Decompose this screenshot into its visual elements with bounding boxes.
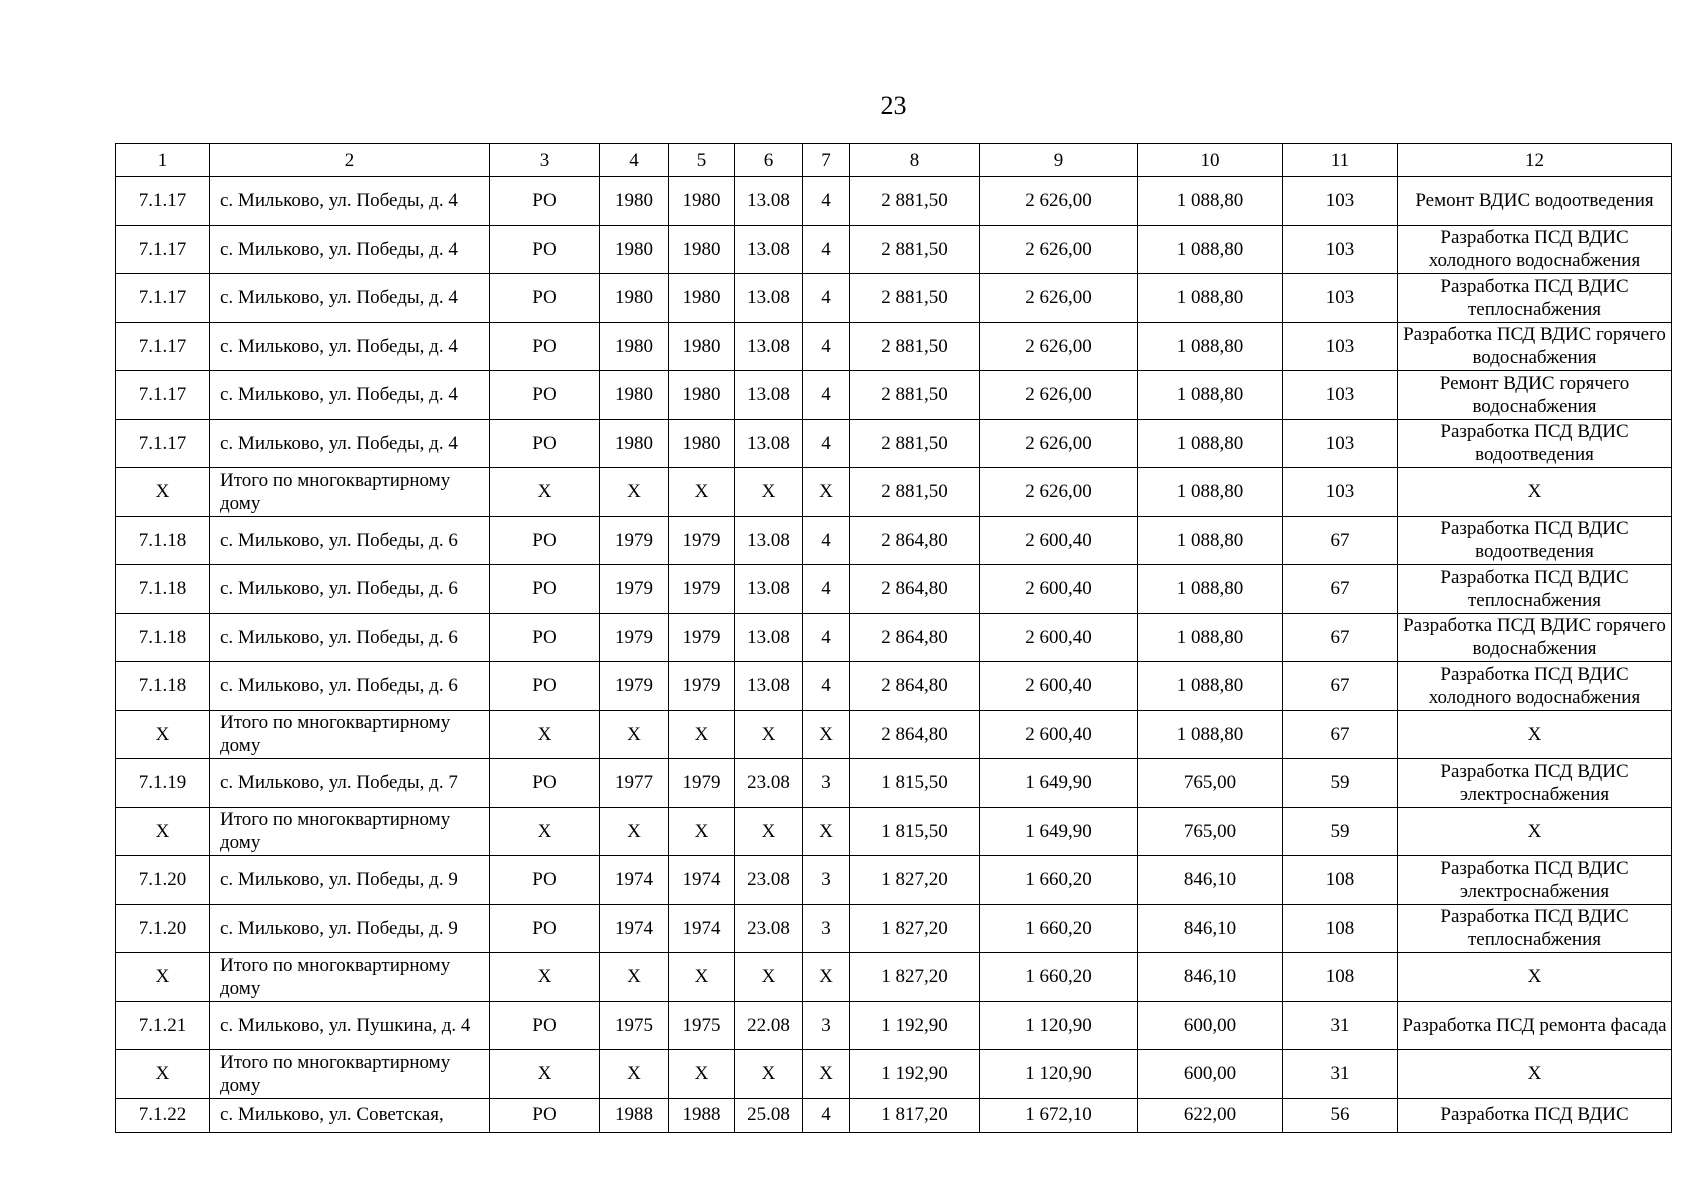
common-area-cell: 846,10 <box>1138 856 1283 905</box>
table-row <box>116 322 1672 371</box>
residential-area-cell: 1 649,90 <box>980 807 1138 856</box>
address-cell: с. Мильково, ул. Победы, д. 7 <box>210 759 490 808</box>
table-row <box>116 856 1672 905</box>
wall-material-cell: 22.08 <box>735 1001 803 1050</box>
build-year-cell: 1974 <box>600 856 669 905</box>
table-row <box>116 225 1672 274</box>
ownership-type-cell: РО <box>490 177 600 226</box>
resident-count-cell: 67 <box>1283 565 1398 614</box>
address-cell: с. Мильково, ул. Победы, д. 4 <box>210 225 490 274</box>
item-number-cell: Х <box>116 807 210 856</box>
resident-count-cell: 103 <box>1283 177 1398 226</box>
total-row <box>116 1050 1672 1099</box>
column-number-cell: 7 <box>803 144 850 177</box>
table-row <box>116 904 1672 953</box>
residential-area-cell: 2 626,00 <box>980 177 1138 226</box>
residential-area-cell: 2 626,00 <box>980 225 1138 274</box>
ownership-type-cell: Х <box>490 807 600 856</box>
common-area-cell: 1 088,80 <box>1138 710 1283 759</box>
floor-count-cell: 4 <box>803 516 850 565</box>
ownership-type-cell: РО <box>490 662 600 711</box>
resident-count-cell: 108 <box>1283 953 1398 1002</box>
item-number-cell: Х <box>116 468 210 517</box>
resident-count-cell: 67 <box>1283 662 1398 711</box>
total-area-cell: 2 864,80 <box>850 662 980 711</box>
commission-year-cell: 1980 <box>669 322 735 371</box>
address-cell: Итого по многоквартирному дому <box>210 807 490 856</box>
ownership-type-cell: Х <box>490 710 600 759</box>
item-number-cell: 7.1.17 <box>116 371 210 420</box>
work-type-cell: Разработка ПСД ремонта фасада <box>1398 1001 1672 1050</box>
table-row <box>116 419 1672 468</box>
resident-count-cell: 31 <box>1283 1001 1398 1050</box>
column-number-cell: 2 <box>210 144 490 177</box>
build-year-cell: Х <box>600 807 669 856</box>
commission-year-cell: 1974 <box>669 856 735 905</box>
address-cell: с. Мильково, ул. Победы, д. 6 <box>210 613 490 662</box>
total-area-cell: 1 817,20 <box>850 1098 980 1132</box>
item-number-cell: 7.1.17 <box>116 225 210 274</box>
resident-count-cell: 67 <box>1283 613 1398 662</box>
column-number-cell: 1 <box>116 144 210 177</box>
item-number-cell: 7.1.17 <box>116 419 210 468</box>
ownership-type-cell: Х <box>490 953 600 1002</box>
ownership-type-cell: РО <box>490 322 600 371</box>
item-number-cell: Х <box>116 710 210 759</box>
wall-material-cell: Х <box>735 468 803 517</box>
commission-year-cell: Х <box>669 953 735 1002</box>
floor-count-cell: 3 <box>803 759 850 808</box>
wall-material-cell: 13.08 <box>735 516 803 565</box>
address-cell: с. Мильково, ул. Победы, д. 9 <box>210 856 490 905</box>
commission-year-cell: Х <box>669 468 735 517</box>
residential-area-cell: 2 626,00 <box>980 419 1138 468</box>
build-year-cell: 1974 <box>600 904 669 953</box>
build-year-cell: 1988 <box>600 1098 669 1132</box>
floor-count-cell: 4 <box>803 565 850 614</box>
common-area-cell: 1 088,80 <box>1138 565 1283 614</box>
commission-year-cell: 1988 <box>669 1098 735 1132</box>
floor-count-cell: 4 <box>803 225 850 274</box>
address-cell: с. Мильково, ул. Победы, д. 4 <box>210 274 490 323</box>
work-type-cell: Разработка ПСД ВДИС теплоснабжения <box>1398 274 1672 323</box>
residential-area-cell: 1 120,90 <box>980 1001 1138 1050</box>
resident-count-cell: 59 <box>1283 759 1398 808</box>
total-area-cell: 2 881,50 <box>850 371 980 420</box>
floor-count-cell: 3 <box>803 856 850 905</box>
column-number-cell: 9 <box>980 144 1138 177</box>
total-area-cell: 2 864,80 <box>850 565 980 614</box>
total-area-cell: 2 881,50 <box>850 322 980 371</box>
resident-count-cell: 103 <box>1283 371 1398 420</box>
table-row <box>116 371 1672 420</box>
work-type-cell: Разработка ПСД ВДИС холодного водоснабжения <box>1398 662 1672 711</box>
residential-area-cell: 2 626,00 <box>980 468 1138 517</box>
total-row <box>116 807 1672 856</box>
column-number-cell: 12 <box>1398 144 1672 177</box>
common-area-cell: 1 088,80 <box>1138 516 1283 565</box>
resident-count-cell: 67 <box>1283 710 1398 759</box>
table-row <box>116 1098 1672 1132</box>
commission-year-cell: 1980 <box>669 419 735 468</box>
commission-year-cell: 1980 <box>669 225 735 274</box>
common-area-cell: 600,00 <box>1138 1050 1283 1099</box>
work-type-cell: Х <box>1398 953 1672 1002</box>
address-cell: с. Мильково, ул. Победы, д. 4 <box>210 419 490 468</box>
item-number-cell: 7.1.21 <box>116 1001 210 1050</box>
wall-material-cell: 23.08 <box>735 856 803 905</box>
floor-count-cell: 3 <box>803 904 850 953</box>
column-number-cell: 4 <box>600 144 669 177</box>
common-area-cell: 765,00 <box>1138 759 1283 808</box>
build-year-cell: 1980 <box>600 371 669 420</box>
item-number-cell: 7.1.22 <box>116 1098 210 1132</box>
commission-year-cell: 1979 <box>669 565 735 614</box>
work-type-cell: Х <box>1398 468 1672 517</box>
wall-material-cell: 13.08 <box>735 322 803 371</box>
commission-year-cell: 1980 <box>669 177 735 226</box>
address-cell: Итого по многоквартирному дому <box>210 953 490 1002</box>
common-area-cell: 1 088,80 <box>1138 371 1283 420</box>
ownership-type-cell: РО <box>490 1098 600 1132</box>
ownership-type-cell: РО <box>490 419 600 468</box>
resident-count-cell: 108 <box>1283 856 1398 905</box>
total-area-cell: 1 192,90 <box>850 1050 980 1099</box>
build-year-cell: 1977 <box>600 759 669 808</box>
total-area-cell: 2 864,80 <box>850 710 980 759</box>
wall-material-cell: 13.08 <box>735 613 803 662</box>
build-year-cell: 1980 <box>600 322 669 371</box>
work-type-cell: Разработка ПСД ВДИС <box>1398 1098 1672 1132</box>
item-number-cell: 7.1.17 <box>116 274 210 323</box>
residential-area-cell: 2 626,00 <box>980 274 1138 323</box>
item-number-cell: 7.1.18 <box>116 565 210 614</box>
floor-count-cell: 4 <box>803 322 850 371</box>
work-type-cell: Х <box>1398 1050 1672 1099</box>
table-row <box>116 516 1672 565</box>
residential-area-cell: 1 660,20 <box>980 856 1138 905</box>
build-year-cell: Х <box>600 1050 669 1099</box>
wall-material-cell: 13.08 <box>735 565 803 614</box>
work-type-cell: Разработка ПСД ВДИС теплоснабжения <box>1398 904 1672 953</box>
address-cell: Итого по многоквартирному дому <box>210 710 490 759</box>
item-number-cell: Х <box>116 953 210 1002</box>
column-number-cell: 3 <box>490 144 600 177</box>
resident-count-cell: 103 <box>1283 274 1398 323</box>
total-row <box>116 953 1672 1002</box>
wall-material-cell: 13.08 <box>735 419 803 468</box>
floor-count-cell: 4 <box>803 419 850 468</box>
residential-area-cell: 2 626,00 <box>980 371 1138 420</box>
wall-material-cell: Х <box>735 953 803 1002</box>
residential-area-cell: 2 600,40 <box>980 662 1138 711</box>
common-area-cell: 1 088,80 <box>1138 468 1283 517</box>
residential-area-cell: 1 120,90 <box>980 1050 1138 1099</box>
address-cell: с. Мильково, ул. Победы, д. 6 <box>210 565 490 614</box>
table-row <box>116 613 1672 662</box>
resident-count-cell: 103 <box>1283 468 1398 517</box>
residential-area-cell: 1 672,10 <box>980 1098 1138 1132</box>
floor-count-cell: Х <box>803 953 850 1002</box>
floor-count-cell: 4 <box>803 662 850 711</box>
commission-year-cell: Х <box>669 710 735 759</box>
residential-area-cell: 2 600,40 <box>980 516 1138 565</box>
floor-count-cell: Х <box>803 807 850 856</box>
total-row <box>116 710 1672 759</box>
work-type-cell: Разработка ПСД ВДИС теплоснабжения <box>1398 565 1672 614</box>
floor-count-cell: 4 <box>803 613 850 662</box>
total-area-cell: 1 827,20 <box>850 953 980 1002</box>
floor-count-cell: 4 <box>803 274 850 323</box>
floor-count-cell: 3 <box>803 1001 850 1050</box>
total-area-cell: 1 827,20 <box>850 856 980 905</box>
column-number-cell: 8 <box>850 144 980 177</box>
common-area-cell: 846,10 <box>1138 904 1283 953</box>
table-row <box>116 662 1672 711</box>
column-number-cell: 5 <box>669 144 735 177</box>
common-area-cell: 1 088,80 <box>1138 662 1283 711</box>
address-cell: с. Мильково, ул. Победы, д. 4 <box>210 177 490 226</box>
resident-count-cell: 59 <box>1283 807 1398 856</box>
total-area-cell: 1 827,20 <box>850 904 980 953</box>
floor-count-cell: 4 <box>803 1098 850 1132</box>
floor-count-cell: Х <box>803 1050 850 1099</box>
resident-count-cell: 103 <box>1283 322 1398 371</box>
commission-year-cell: 1980 <box>669 371 735 420</box>
table-row <box>116 565 1672 614</box>
commission-year-cell: 1979 <box>669 516 735 565</box>
address-cell: с. Мильково, ул. Победы, д. 9 <box>210 904 490 953</box>
build-year-cell: 1980 <box>600 419 669 468</box>
build-year-cell: 1980 <box>600 274 669 323</box>
total-area-cell: 2 881,50 <box>850 468 980 517</box>
common-area-cell: 1 088,80 <box>1138 613 1283 662</box>
work-type-cell: Разработка ПСД ВДИС электроснабжения <box>1398 856 1672 905</box>
wall-material-cell: Х <box>735 1050 803 1099</box>
ownership-type-cell: РО <box>490 613 600 662</box>
work-type-cell: Ремонт ВДИС горячего водоснабжения <box>1398 371 1672 420</box>
floor-count-cell: 4 <box>803 371 850 420</box>
common-area-cell: 622,00 <box>1138 1098 1283 1132</box>
wall-material-cell: 13.08 <box>735 225 803 274</box>
residential-area-cell: 1 649,90 <box>980 759 1138 808</box>
total-area-cell: 1 815,50 <box>850 759 980 808</box>
address-cell: с. Мильково, ул. Победы, д. 4 <box>210 322 490 371</box>
residential-area-cell: 1 660,20 <box>980 904 1138 953</box>
address-cell: с. Мильково, ул. Пушкина, д. 4 <box>210 1001 490 1050</box>
build-year-cell: 1979 <box>600 565 669 614</box>
column-number-row <box>116 144 1672 177</box>
item-number-cell: 7.1.20 <box>116 904 210 953</box>
build-year-cell: 1975 <box>600 1001 669 1050</box>
total-area-cell: 2 881,50 <box>850 419 980 468</box>
item-number-cell: Х <box>116 1050 210 1099</box>
ownership-type-cell: РО <box>490 565 600 614</box>
build-year-cell: 1979 <box>600 516 669 565</box>
resident-count-cell: 31 <box>1283 1050 1398 1099</box>
wall-material-cell: 13.08 <box>735 662 803 711</box>
commission-year-cell: 1979 <box>669 613 735 662</box>
wall-material-cell: 13.08 <box>735 371 803 420</box>
wall-material-cell: 13.08 <box>735 274 803 323</box>
work-type-cell: Разработка ПСД ВДИС электроснабжения <box>1398 759 1672 808</box>
wall-material-cell: Х <box>735 807 803 856</box>
page-number: 23 <box>880 91 907 120</box>
ownership-type-cell: РО <box>490 516 600 565</box>
total-area-cell: 1 815,50 <box>850 807 980 856</box>
total-area-cell: 2 881,50 <box>850 274 980 323</box>
build-year-cell: 1980 <box>600 177 669 226</box>
address-cell: с. Мильково, ул. Победы, д. 6 <box>210 662 490 711</box>
wall-material-cell: Х <box>735 710 803 759</box>
work-type-cell: Разработка ПСД ВДИС водоотведения <box>1398 419 1672 468</box>
column-number-cell: 10 <box>1138 144 1283 177</box>
total-area-cell: 2 864,80 <box>850 516 980 565</box>
address-cell: Итого по многоквартирному дому <box>210 468 490 517</box>
item-number-cell: 7.1.19 <box>116 759 210 808</box>
ownership-type-cell: РО <box>490 274 600 323</box>
address-cell: с. Мильково, ул. Победы, д. 4 <box>210 371 490 420</box>
resident-count-cell: 108 <box>1283 904 1398 953</box>
ownership-type-cell: РО <box>490 856 600 905</box>
item-number-cell: 7.1.20 <box>116 856 210 905</box>
commission-year-cell: 1975 <box>669 1001 735 1050</box>
item-number-cell: 7.1.18 <box>116 516 210 565</box>
build-year-cell: Х <box>600 710 669 759</box>
common-area-cell: 1 088,80 <box>1138 177 1283 226</box>
residential-area-cell: 2 600,40 <box>980 565 1138 614</box>
commission-year-cell: 1980 <box>669 274 735 323</box>
address-cell: с. Мильково, ул. Победы, д. 6 <box>210 516 490 565</box>
table-row <box>116 759 1672 808</box>
table-row <box>116 177 1672 226</box>
column-number-cell: 6 <box>735 144 803 177</box>
wall-material-cell: 25.08 <box>735 1098 803 1132</box>
total-area-cell: 1 192,90 <box>850 1001 980 1050</box>
resident-count-cell: 103 <box>1283 419 1398 468</box>
item-number-cell: 7.1.18 <box>116 662 210 711</box>
commission-year-cell: 1974 <box>669 904 735 953</box>
common-area-cell: 1 088,80 <box>1138 274 1283 323</box>
item-number-cell: 7.1.18 <box>116 613 210 662</box>
housing-program-table <box>115 143 1672 1133</box>
common-area-cell: 1 088,80 <box>1138 419 1283 468</box>
commission-year-cell: 1979 <box>669 662 735 711</box>
build-year-cell: 1980 <box>600 225 669 274</box>
address-cell: с. Мильково, ул. Советская, <box>210 1098 490 1132</box>
commission-year-cell: 1979 <box>669 759 735 808</box>
total-row <box>116 468 1672 517</box>
common-area-cell: 1 088,80 <box>1138 225 1283 274</box>
work-type-cell: Разработка ПСД ВДИС холодного водоснабжения <box>1398 225 1672 274</box>
address-cell: Итого по многоквартирному дому <box>210 1050 490 1099</box>
resident-count-cell: 103 <box>1283 225 1398 274</box>
wall-material-cell: 23.08 <box>735 904 803 953</box>
table-body <box>116 144 1672 1133</box>
floor-count-cell: Х <box>803 710 850 759</box>
work-type-cell: Х <box>1398 710 1672 759</box>
common-area-cell: 846,10 <box>1138 953 1283 1002</box>
ownership-type-cell: РО <box>490 1001 600 1050</box>
floor-count-cell: Х <box>803 468 850 517</box>
total-area-cell: 2 881,50 <box>850 225 980 274</box>
ownership-type-cell: РО <box>490 225 600 274</box>
table-row <box>116 274 1672 323</box>
wall-material-cell: 23.08 <box>735 759 803 808</box>
item-number-cell: 7.1.17 <box>116 322 210 371</box>
resident-count-cell: 56 <box>1283 1098 1398 1132</box>
build-year-cell: 1979 <box>600 662 669 711</box>
common-area-cell: 1 088,80 <box>1138 322 1283 371</box>
build-year-cell: Х <box>600 468 669 517</box>
ownership-type-cell: РО <box>490 759 600 808</box>
residential-area-cell: 1 660,20 <box>980 953 1138 1002</box>
build-year-cell: Х <box>600 953 669 1002</box>
total-area-cell: 2 881,50 <box>850 177 980 226</box>
resident-count-cell: 67 <box>1283 516 1398 565</box>
ownership-type-cell: РО <box>490 371 600 420</box>
residential-area-cell: 2 626,00 <box>980 322 1138 371</box>
residential-area-cell: 2 600,40 <box>980 710 1138 759</box>
work-type-cell: Х <box>1398 807 1672 856</box>
ownership-type-cell: Х <box>490 468 600 517</box>
commission-year-cell: Х <box>669 1050 735 1099</box>
table-row <box>116 1001 1672 1050</box>
common-area-cell: 600,00 <box>1138 1001 1283 1050</box>
ownership-type-cell: РО <box>490 904 600 953</box>
work-type-cell: Разработка ПСД ВДИС горячего водоснабжения <box>1398 613 1672 662</box>
commission-year-cell: Х <box>669 807 735 856</box>
residential-area-cell: 2 600,40 <box>980 613 1138 662</box>
common-area-cell: 765,00 <box>1138 807 1283 856</box>
item-number-cell: 7.1.17 <box>116 177 210 226</box>
column-number-cell: 11 <box>1283 144 1398 177</box>
wall-material-cell: 13.08 <box>735 177 803 226</box>
total-area-cell: 2 864,80 <box>850 613 980 662</box>
ownership-type-cell: Х <box>490 1050 600 1099</box>
work-type-cell: Ремонт ВДИС водоотведения <box>1398 177 1672 226</box>
work-type-cell: Разработка ПСД ВДИС горячего водоснабжения <box>1398 322 1672 371</box>
work-type-cell: Разработка ПСД ВДИС водоотведения <box>1398 516 1672 565</box>
floor-count-cell: 4 <box>803 177 850 226</box>
build-year-cell: 1979 <box>600 613 669 662</box>
